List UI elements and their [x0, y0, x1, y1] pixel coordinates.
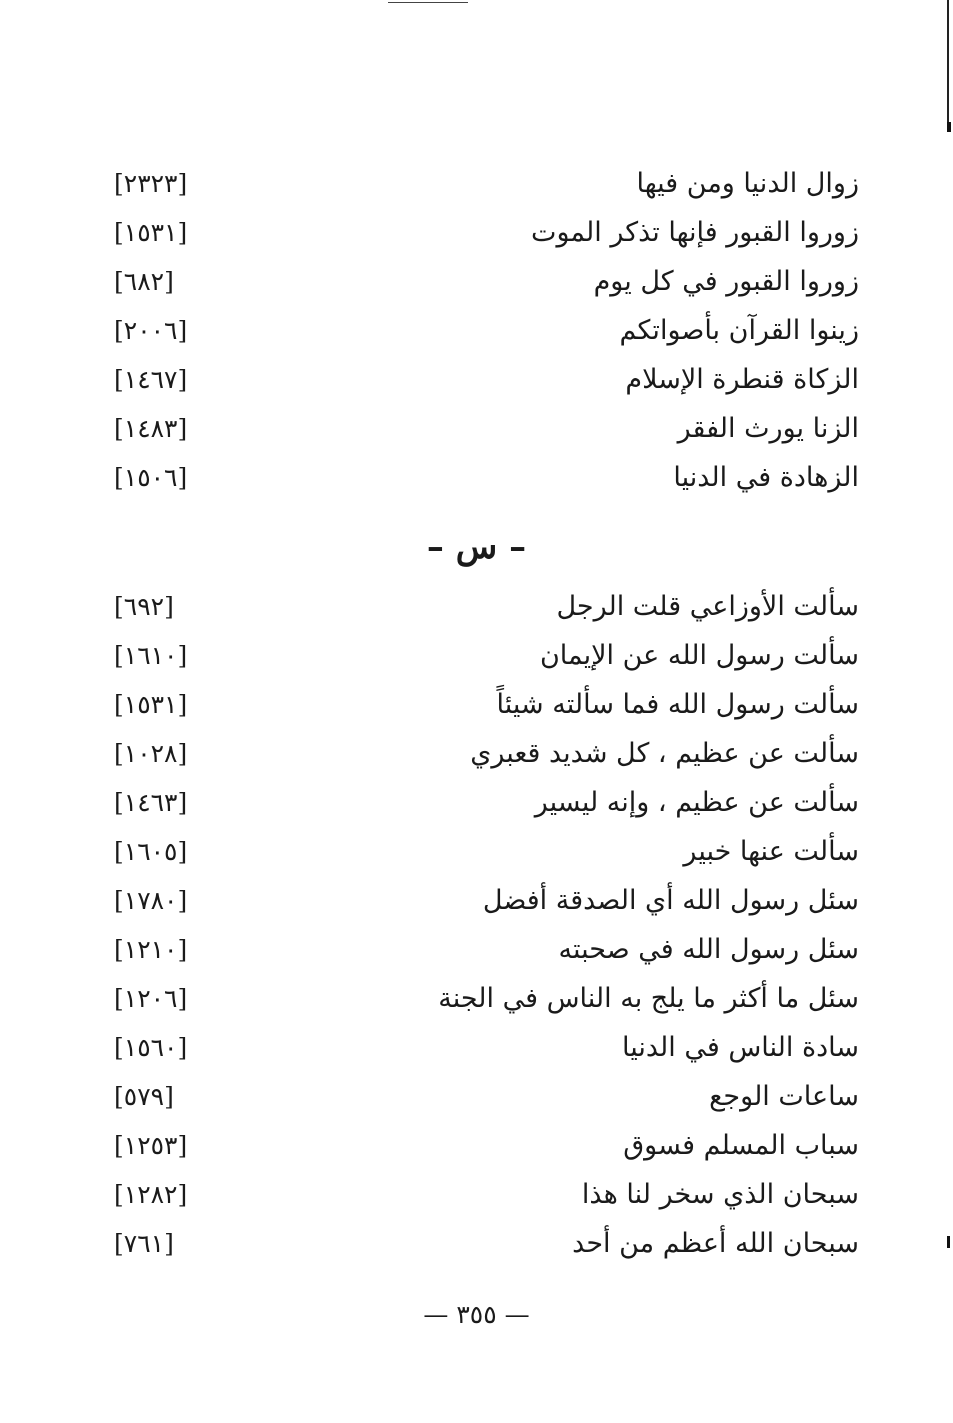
index-entry: [0, 631, 953, 680]
entry-phrase: سألت رسول الله عن الإيمان: [539, 640, 859, 671]
entry-phrase: سئل ما أكثر ما يلج به الناس في الجنة: [438, 983, 859, 1014]
entry-reference: [١٢١٠]: [114, 935, 188, 964]
index-entry: [0, 355, 953, 404]
index-entry: [0, 876, 953, 925]
entry-phrase: زينوا القرآن بأصواتكم: [619, 315, 859, 346]
entry-reference: [١٠٢٨]: [114, 739, 188, 768]
entry-reference: [١٥٣١]: [114, 218, 188, 247]
page-number: — ٣٥٥ —: [423, 1300, 530, 1329]
index-entry: [0, 208, 953, 257]
index-entry: [0, 680, 953, 729]
index-entry: [0, 257, 953, 306]
entry-reference: [١٥٦٠]: [114, 1033, 188, 1062]
entry-reference: [١٤٨٣]: [114, 414, 188, 443]
index-entry: [0, 1023, 953, 1072]
entry-reference: [١٤٦٧]: [114, 365, 188, 394]
entry-phrase: سألت عن عظيم ، كل شديد قعبري: [470, 738, 859, 769]
index-entry: [0, 1219, 953, 1268]
index-entry: [0, 925, 953, 974]
entry-reference: [١٥٠٦]: [114, 463, 188, 492]
index-entry: [0, 729, 953, 778]
entry-reference: [١٤٦٣]: [114, 788, 188, 817]
entry-reference: [٢٣٢٣]: [114, 169, 188, 198]
entry-phrase: سألت عنها خبير: [683, 836, 859, 867]
letter-heading: – س –: [426, 527, 527, 567]
entry-phrase: الزهادة في الدنيا: [673, 462, 859, 493]
entry-phrase: الزنا يورث الفقر: [677, 413, 859, 444]
entry-phrase: سئل رسول الله أي الصدقة أفضل: [482, 885, 859, 916]
entry-reference: [١٦٠٥]: [114, 837, 188, 866]
entry-phrase: سئل رسول الله في صحبته: [558, 934, 859, 965]
entry-phrase: زوروا القبور فإنها تذكر الموت: [531, 217, 859, 248]
entry-reference: [٧٦١]: [114, 1229, 174, 1258]
entry-reference: [٥٧٩]: [114, 1082, 174, 1111]
entry-phrase: سباب المسلم فسوق: [623, 1130, 859, 1161]
page-edge-line: [947, 0, 949, 125]
entry-phrase: سألت رسول الله فما سألته شيئاً: [496, 689, 859, 720]
entry-phrase: سبحان الذي سخر لنا هذا: [581, 1179, 859, 1210]
entry-phrase: زوال الدنيا ومن فيها: [636, 168, 859, 199]
entry-reference: [١٢٥٣]: [114, 1131, 188, 1160]
entry-reference: [٦٩٢]: [114, 592, 174, 621]
index-entry: [0, 404, 953, 453]
entry-reference: [١٦١٠]: [114, 641, 188, 670]
entry-reference: [١٥٣١]: [114, 690, 188, 719]
index-entry: [0, 827, 953, 876]
entry-reference: [١٧٨٠]: [114, 886, 188, 915]
index-entry: [0, 306, 953, 355]
entry-reference: [١٢٨٢]: [114, 1180, 188, 1209]
entry-reference: [٦٨٢]: [114, 267, 174, 296]
page-edge-mark: [947, 122, 951, 132]
entry-phrase: سادة الناس في الدنيا: [621, 1032, 859, 1063]
entry-reference: [١٢٠٦]: [114, 984, 188, 1013]
index-entry: [0, 159, 953, 208]
entry-reference: [٢٠٠٦]: [114, 316, 188, 345]
index-entry: [0, 1170, 953, 1219]
index-section-s: [0, 582, 953, 1268]
index-entry: [0, 1121, 953, 1170]
top-rule: [388, 2, 468, 3]
index-entry: [0, 1072, 953, 1121]
index-entry: [0, 453, 953, 502]
index-section-z: [0, 159, 953, 502]
entry-phrase: سألت الأوزاعي قلت الرجل: [556, 591, 859, 622]
entry-phrase: سألت عن عظيم ، وإنه ليسير: [534, 787, 859, 818]
entry-phrase: سبحان الله أعظم من أحد: [572, 1228, 859, 1259]
index-entry: [0, 974, 953, 1023]
index-entry: [0, 778, 953, 827]
index-entry: [0, 582, 953, 631]
entry-phrase: زوروا القبور في كل يوم: [593, 266, 859, 297]
entry-phrase: الزكاة قنطرة الإسلام: [625, 364, 859, 395]
entry-phrase: ساعات الوجع: [709, 1081, 859, 1112]
